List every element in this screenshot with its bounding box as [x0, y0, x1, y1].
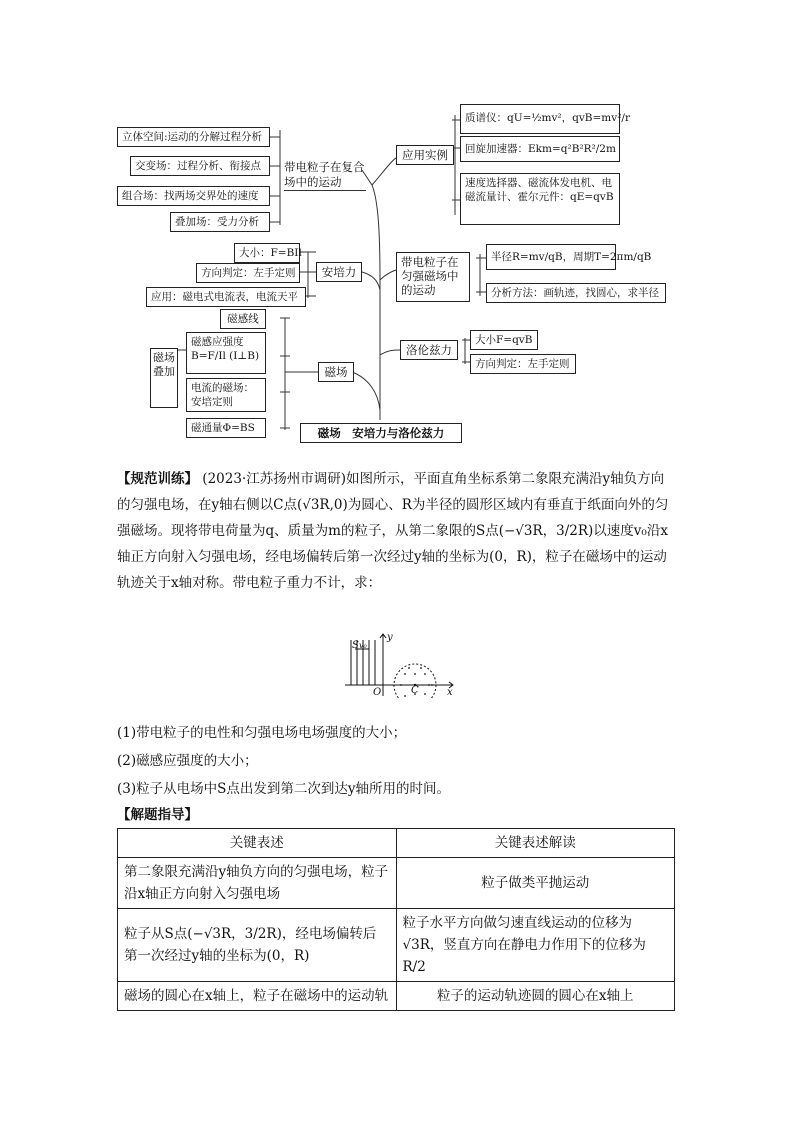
- ampere-item-1: 大小：F=BIl: [234, 243, 300, 263]
- compound-item-2: 交变场：过程分析、衔接点: [130, 156, 270, 176]
- problem-paragraph: [117, 466, 677, 596]
- coordinate-figure: [335, 628, 460, 698]
- table-header-row: [118, 829, 675, 858]
- c-label: C: [411, 685, 419, 696]
- mind-map-root: 磁场 安培力与洛伦兹力: [300, 423, 462, 443]
- problem-source: (2023·江苏扬州市调研): [202, 471, 346, 487]
- application-label: 应用实例: [396, 145, 454, 165]
- application-item-3: 速度选择器、磁流体发电机、电磁流量计、霍尔元件：qE=qvB: [460, 173, 620, 225]
- ampere-item-2: 方向判定：左手定则: [196, 263, 300, 283]
- key-statement-table: [117, 828, 675, 1011]
- field-label: 磁场: [318, 362, 354, 382]
- field-item-3: 电流的磁场：安培定则: [186, 378, 266, 412]
- table-row: [118, 982, 675, 1011]
- table-header: 关键表述: [118, 829, 397, 858]
- table-cell: 粒子做类平抛运动: [396, 858, 675, 909]
- application-item-2: 回旋加速器：Ekm=q²B²R²/2m: [460, 136, 620, 162]
- table-cell: 粒子的运动轨迹圆的圆心在x轴上: [396, 982, 675, 1011]
- table-row: [118, 909, 675, 982]
- y-label: y: [387, 632, 393, 643]
- uniform-label: 带电粒子在匀强磁场中的运动: [396, 252, 470, 302]
- lorentz-label: 洛伦兹力: [400, 340, 458, 360]
- problem-text: 如图所示，平面直角坐标系第二象限充满沿y轴负方向的匀强电场，在y轴右侧以C点(√3R,0)为圆心、R为半径的圆形区域内有垂直于纸面向外的匀强磁场。现将带电荷量为q、质量为m的粒子，从第二象限的S点(−√3R，3/2R)以速度v₀沿x轴正方向射入匀强电场，经电场偏转后第一次经过y轴的坐标为(0，R)，粒子在磁场中的运动轨迹关于x轴对称。带电粒子重力不计，求：: [117, 471, 669, 591]
- field-group-label: 磁场叠加: [150, 348, 178, 408]
- table-cell: 粒子从S点(−√3R，3/2R)，经电场偏转后第一次经过y轴的坐标为(0，R): [118, 909, 397, 982]
- uniform-item-2: 分析方法：画轨迹，找圆心，求半径: [486, 283, 666, 303]
- compound-item-1: 立体空间:运动的分解过程分析: [117, 127, 270, 147]
- table-row: [118, 858, 675, 909]
- mind-map-connectors: [0, 0, 794, 460]
- uniform-item-1: 半径R=mv/qB，周期T=2πm/qB: [486, 244, 616, 270]
- table-cell: 粒子水平方向做匀速直线运动的位移为√3R，竖直方向在静电力作用下的位移为R/2: [396, 909, 675, 982]
- v0-label: v₀: [359, 641, 367, 650]
- lorentz-item-2: 方向判定：左手定则: [470, 354, 576, 374]
- question-2: (2)磁感应强度的大小；: [117, 753, 258, 769]
- field-item-1: 磁感线: [220, 309, 266, 329]
- lorentz-item-1: 大小F=qvB: [470, 330, 538, 350]
- x-label: x: [447, 687, 453, 698]
- compound-label: 带电粒子在复合场中的运动: [284, 160, 365, 189]
- table-header: 关键表述解读: [396, 829, 675, 858]
- compound-item-4: 叠加场：受力分析: [170, 212, 270, 232]
- problem-tag: 【规范训练】: [117, 471, 198, 487]
- s-label: S: [352, 640, 359, 651]
- compound-item-3: 组合场：找两场交界处的速度: [117, 186, 270, 206]
- ampere-item-3: 应用：磁电式电流表，电流天平: [146, 287, 306, 307]
- question-1: (1)带电粒子的电性和匀强电场电场强度的大小；: [117, 725, 407, 741]
- ampere-label: 安培力: [316, 262, 362, 282]
- field-item-2: 磁感应强度 B=F/Il (I⊥B): [186, 332, 266, 374]
- table-cell: 第二象限充满沿y轴负方向的匀强电场，粒子沿x轴正方向射入匀强电场: [118, 858, 397, 909]
- guide-title: 【解题指导】: [117, 807, 198, 823]
- application-item-1: 质谱仪：qU=½mv²，qvB=mv²/r: [460, 104, 620, 134]
- field-item-4: 磁通量Φ=BS: [186, 418, 266, 438]
- question-3: (3)粒子从电场中S点出发到第二次到达y轴所用的时间。: [117, 781, 450, 797]
- table-cell: 磁场的圆心在x轴上，粒子在磁场中的运动轨: [118, 982, 397, 1011]
- origin-label: O: [373, 687, 382, 698]
